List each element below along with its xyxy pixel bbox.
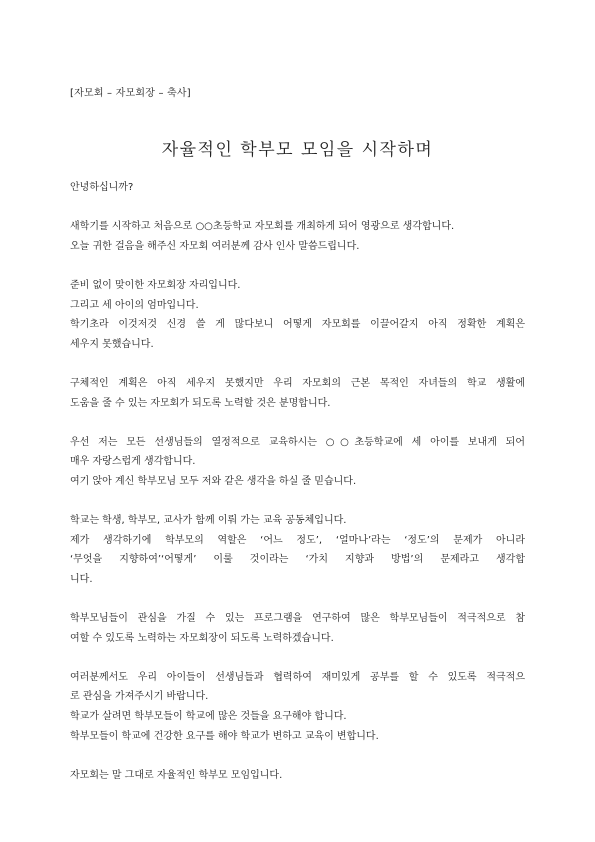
document-title: 자율적인 학부모 모임을 시작하며 xyxy=(161,140,434,161)
document-category: [자모회 – 자모회장 – 축사] xyxy=(70,88,191,99)
paragraph-request xyxy=(70,668,525,746)
text-line: 자모회는 말 그대로 자율적인 학부모 모임입니다. xyxy=(70,769,283,781)
text-line: 준비 없이 맞이한 자모회장 자리입니다. xyxy=(70,279,241,291)
text-line: 새학기를 시작하고 처음으로 ○○초등학교 자모회를 개최하게 되어 영광으로 생각합니다. xyxy=(70,221,455,233)
paragraph-purpose xyxy=(70,374,525,413)
text-line: 도움을 줄 수 있는 자모회가 되도록 노력할 것은 분명합니다. xyxy=(70,397,331,409)
paragraph-pride xyxy=(70,433,525,492)
text-line: 제가 생각하기에 학부모의 역할은 ‘어느 정도’, ‘얼마나’라는 ‘정도’의 문제가 아니라 xyxy=(70,534,525,546)
text-line: 오늘 귀한 걸음을 해주신 자모회 여러분께 감사 인사 말씀드립니다. xyxy=(70,240,360,252)
text-line: 여러분께서도 우리 아이들이 선생님들과 협력하여 재미있게 공부를 할 수 있도록 적극적으 xyxy=(70,671,525,683)
document-body xyxy=(70,178,525,805)
text-line: ‘무엇을 지향하여’‘어떻게’ 이룰 것이라는 ‘가치 지향과 방법’의 문제라고 생각합 xyxy=(70,554,525,566)
paragraph-introduction xyxy=(70,276,525,354)
text-line: 구체적인 계획은 아직 세우지 못했지만 우리 자모회의 근본 목적인 자녀들의 학교 생활에 xyxy=(70,377,525,389)
text-line: 세우지 못했습니다. xyxy=(70,338,154,350)
text-line: 안녕하십니까? xyxy=(70,182,134,193)
text-line: 학교는 학생, 학부모, 교사가 함께 이뤄 가는 교육 공동체입니다. xyxy=(70,515,347,527)
text-line: 학교가 살려면 학부모들이 학교에 많은 것들을 요구해야 합니다. xyxy=(70,711,347,723)
text-line: 로 관심을 가져주시기 바랍니다. xyxy=(70,691,209,703)
text-line: 학부모들이 학교에 건강한 요구를 해야 학교가 변하고 교육이 변합니다. xyxy=(70,730,379,742)
paragraph-closing xyxy=(70,766,525,786)
paragraph-program xyxy=(70,609,525,648)
paragraph-community xyxy=(70,511,525,589)
text-line: 학기초라 이것저것 신경 쓸 게 많다보니 어떻게 자모회를 이끌어갈지 아직 정확한 계획은 xyxy=(70,319,525,331)
text-line: 매우 자랑스럽게 생각합니다. xyxy=(70,456,196,468)
text-line: 여기 앉아 계신 학부모님 모두 저와 같은 생각을 하실 줄 믿습니다. xyxy=(70,475,357,487)
text-line: 니다. xyxy=(70,573,93,585)
text-line: 학부모님들이 관심을 가질 수 있는 프로그램을 연구하여 많은 학부모님들이 적극적으로 참 xyxy=(70,613,525,625)
paragraph-greeting xyxy=(70,178,525,198)
text-line: 우선 저는 모든 선생님들의 열정적으로 교육하시는 ○○초등학교에 세 아이를 보내게 되어 xyxy=(70,436,525,448)
text-line: 여할 수 있도록 노력하는 자모회장이 되도록 노력하겠습니다. xyxy=(70,632,334,644)
paragraph-opening xyxy=(70,217,525,256)
text-line: 그리고 세 아이의 엄마입니다. xyxy=(70,299,199,311)
